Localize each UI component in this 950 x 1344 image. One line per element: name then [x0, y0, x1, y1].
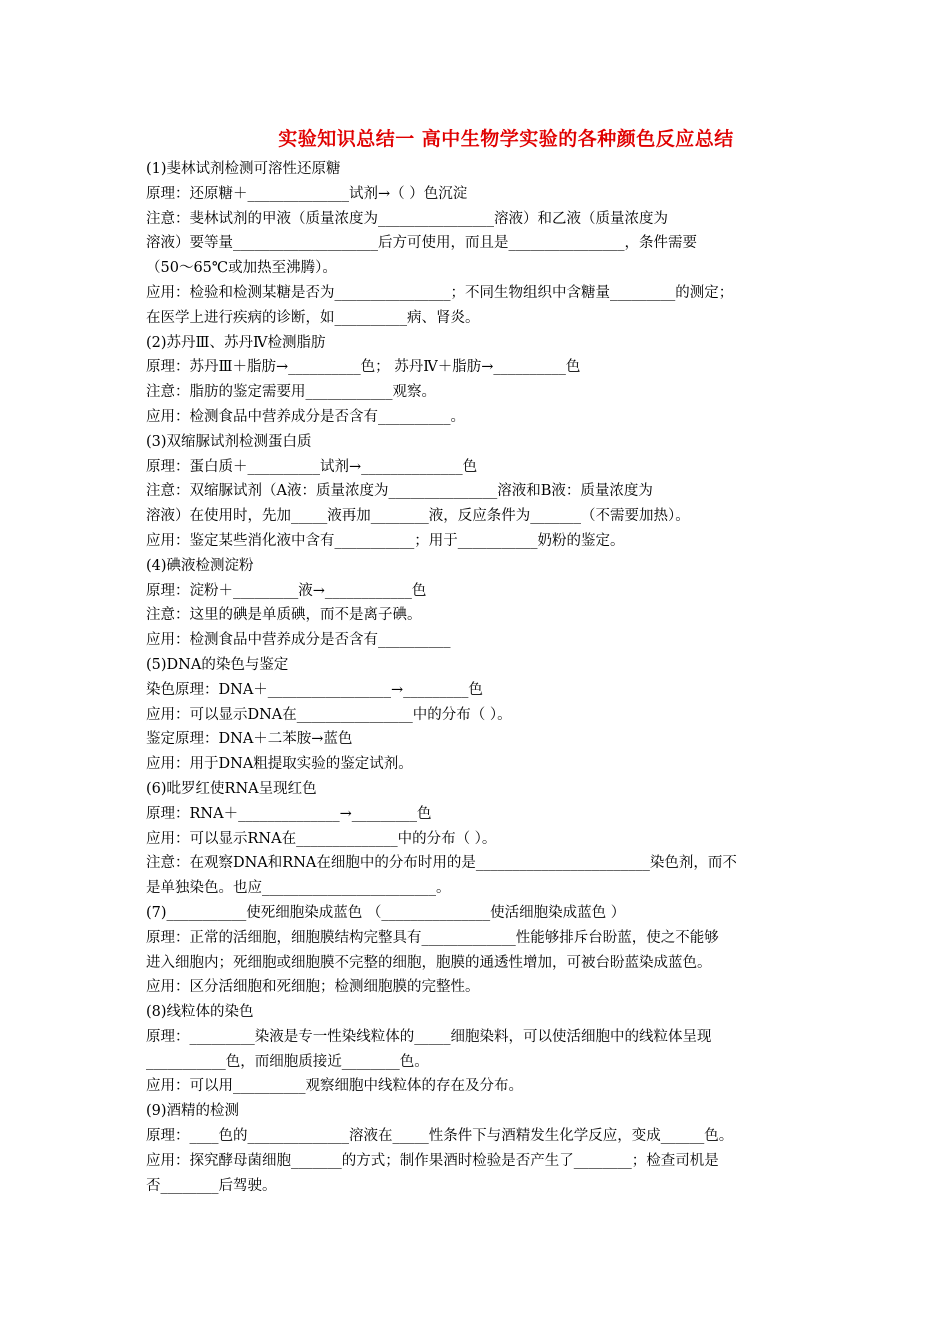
section-heading-5: (5)DNA的染色与鉴定 [146, 656, 289, 673]
text-line: 原理：正常的活细胞，细胞膜结构完整具有_____________性能够排斥台盼蓝，使之不能够 [146, 929, 719, 946]
text-line: 应用：探究酵母菌细胞_______的方式；制作果酒时检验是否产生了________；检查司机是 [146, 1152, 719, 1169]
text-line: 否________后驾驶。 [146, 1177, 277, 1194]
text-line: 是单独染色。也应________________________。 [146, 880, 451, 897]
text-line: 应用：检测食品中营养成分是否含有__________ [146, 632, 451, 649]
text-line: 鉴定原理：DNA＋二苯胺→蓝色 [146, 731, 353, 748]
section-heading-9: (9)酒精的检测 [146, 1103, 240, 1120]
text-line: 注意：这里的碘是单质碘，而不是离子碘。 [146, 607, 422, 624]
text-line: 应用：可以用__________观察细胞中线粒体的存在及分布。 [146, 1078, 523, 1095]
section-heading-3: (3)双缩脲试剂检测蛋白质 [146, 433, 312, 450]
page-title: 实验知识总结一 高中生物学实验的各种颜色反应总结 [278, 128, 734, 150]
document-body [146, 157, 816, 1198]
text-line: 原理：蛋白质＋__________试剂→______________色 [146, 458, 478, 475]
text-line: 应用：可以显示RNA在______________中的分布（ ）。 [146, 830, 497, 847]
text-line: （50～65℃或加热至沸腾）。 [146, 260, 337, 277]
text-line: 原理：____色的______________溶液在_____性条件下与酒精发生化学反应，变成______色。 [146, 1128, 734, 1145]
section-heading-8: (8)线粒体的染色 [146, 1004, 254, 1021]
text-line: 注意：脂肪的鉴定需要用____________观察。 [146, 384, 436, 401]
text-line: ___________色，而细胞质接近________色。 [146, 1053, 429, 1070]
text-line: 在医学上进行疾病的诊断，如__________病、肾炎。 [146, 309, 480, 326]
text-line: 染色原理：DNA＋_________________→_________色 [146, 681, 483, 698]
section-heading-6: (6)吡罗红使RNA呈现红色 [146, 780, 317, 797]
section-heading-1: (1)斐林试剂检测可溶性还原糖 [146, 161, 341, 177]
text-line: 应用：可以显示DNA在________________中的分布（ ）。 [146, 706, 512, 723]
section-heading-2: (2)苏丹Ⅲ、苏丹Ⅳ检测脂肪 [146, 334, 326, 351]
text-line: 原理：淀粉＋_________液→____________色 [146, 582, 427, 599]
text-line: 溶液）要等量____________________后方可使用，而且是________________，条件需要 [146, 235, 697, 252]
text-line: 应用：用于DNA粗提取实验的鉴定试剂。 [146, 756, 413, 773]
text-line: 进入细胞内；死细胞或细胞膜不完整的细胞，胞膜的通透性增加，可被台盼蓝染成蓝色。 [146, 954, 712, 971]
text-line: 应用：检测食品中营养成分是否含有__________。 [146, 408, 465, 425]
text-line: 原理：RNA＋______________→_________色 [146, 805, 432, 822]
text-line: 原理：还原糖＋______________试剂→（ ）色沉淀 [146, 185, 468, 202]
text-line: 注意：在观察DNA和RNA在细胞中的分布时用的是________________________染色剂，而不 [146, 855, 737, 872]
text-line: 原理：_________染液是专一性染线粒体的_____细胞染料，可以使活细胞中的线粒体呈现 [146, 1028, 712, 1045]
text-line: 原理：苏丹Ⅲ＋脂肪→__________色； 苏丹Ⅳ＋脂肪→__________色 [146, 359, 581, 376]
text-line: 溶液）在使用时，先加_____液再加________液，反应条件为_______（不需要加热）。 [146, 508, 690, 525]
text-line: 应用：鉴定某些消化液中含有___________；用于___________奶粉的鉴定。 [146, 532, 625, 549]
section-heading-7: (7)___________使死细胞染成蓝色 （_______________使活细胞染成蓝色 ） [146, 904, 626, 921]
text-line: 应用：区分活细胞和死细胞；检测细胞膜的完整性。 [146, 979, 480, 996]
text-line: 应用：检验和检测某糖是否为________________；不同生物组织中含糖量_________的测定； [146, 284, 734, 301]
text-line: 注意：斐林试剂的甲液（质量浓度为________________溶液）和乙液（质量浓度为 [146, 210, 668, 227]
section-heading-4: (4)碘液检测淀粉 [146, 557, 254, 574]
text-line: 注意：双缩脲试剂（A液：质量浓度为_______________溶液和B液：质量浓度为 [146, 483, 653, 500]
